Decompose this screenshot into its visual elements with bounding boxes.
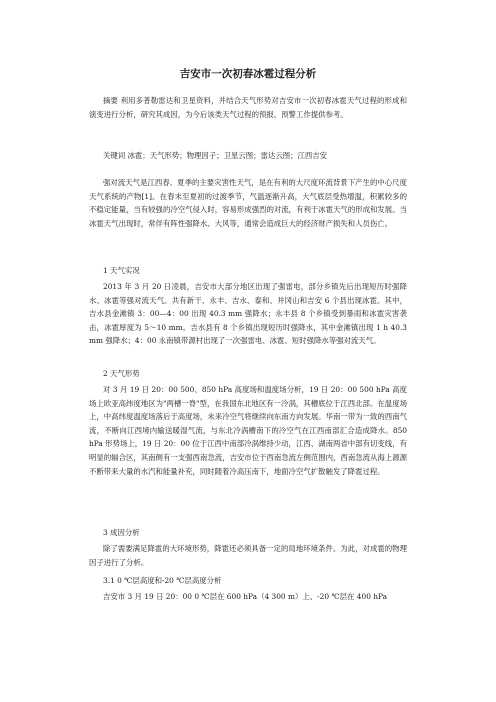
abstract-paragraph: 摘要 利用多普勒雷达和卫星资料，并结合天气形势对吉安市一次初春冰雹天气过程的形成和演变进行分析，研究其成因，为今后该类天气过程的预报、预警工作提供参考。: [89, 96, 407, 119]
section-2-heading: 2 天气形势: [103, 369, 140, 378]
section-3-heading: 3 成因分析: [103, 528, 140, 537]
section-3-1-heading: 3.1 0 ℃层高度和-20 ℃层高度分析: [103, 576, 222, 585]
section-3-1-body: 吉安市 3 月 19 日 20：00 0 ℃层在 600 hPa（4 300 m）上、-20 ℃层在 400 hPa: [103, 592, 388, 601]
paper-title: 吉安市一次初春冰雹过程分析: [179, 68, 317, 80]
section-2-body: 对 3 月 19 日 20：00 500、850 hPa 高度场和温度场分析，19 日 20：00 500 hPa 高度场上欧亚高纬度地区为"两槽一脊"型，在我国东北地区有一冷涡，其槽底位于江西北部。在温度场上，中高纬度温度场落后于高度场，未来冷空气将继续向东南方向发展。华南一带为一致的西南气流，不断向江西境内输送暖湿气流，与东北冷涡槽南下的冷空气在江西南部汇合造成降水。850 hPa 形势场上，19 日 20：00 位于江西中南部冷涡维持少动，江西、湖南两省中部有切变线，有明显的辐合区，其南侧有一支强西南急流，吉安市位于西南急流左侧范围内，西南急流从海上源源不断带来大量的水汽和能量补充，同时随着冷高压南下，地面冷空气扩散触发了降雹过程。: [89, 385, 407, 476]
section-1-heading: 1 天气实况: [103, 266, 140, 275]
keywords-line: 关键词 冰雹；天气形势；物理因子；卫星云图；雷达云图；江西吉安: [103, 151, 328, 160]
section-1-body: 2013 年 3 月 20 日凌晨，吉安市大部分地区出现了强雷电，部分乡镇先后出现短历时强降水、冰雹等强对流天气。共有新干、永丰、吉水、泰和、井冈山和吉安 6 个县出现冰雹。其中，吉水县金滩镇 3：00—4：00 出现 40.3 mm 强降水；永丰县 8 个乡镇受到暴雨和冰雹灾害袭击，冰雹厚度为 5～10 mm。吉水县有 8 个乡镇出现短历时强降水，其中金滩镇出现 1 h 40.3 mm 强降水；4：00 永南镇带源村出现了一次强雷电、冰雹、短时强降水等强对流天气。: [89, 282, 407, 346]
intro-paragraph: 强对流天气是江西春、夏季的主要灾害性天气，是在有利的大尺度环流背景下产生的中心尺度天气系统的产物[1]。在春末至夏初的过渡季节，气温逐渐升高，大气底层受热增温，积累较多的不稳定能量，当有较强的冷空气侵入时，容易形成强烈的对流，有利于冰雹天气的形成和发展。当冰雹天气出现时，常伴有阵性强降水、大风等，通常会造成巨大的经济财产损失和人员伤亡。: [89, 178, 407, 228]
section-3-body: 除了需要满足降雹的大环境形势，降雹还必须具备一定的局地环境条件。为此，对成雹的物理因子进行了分析。: [89, 544, 407, 567]
